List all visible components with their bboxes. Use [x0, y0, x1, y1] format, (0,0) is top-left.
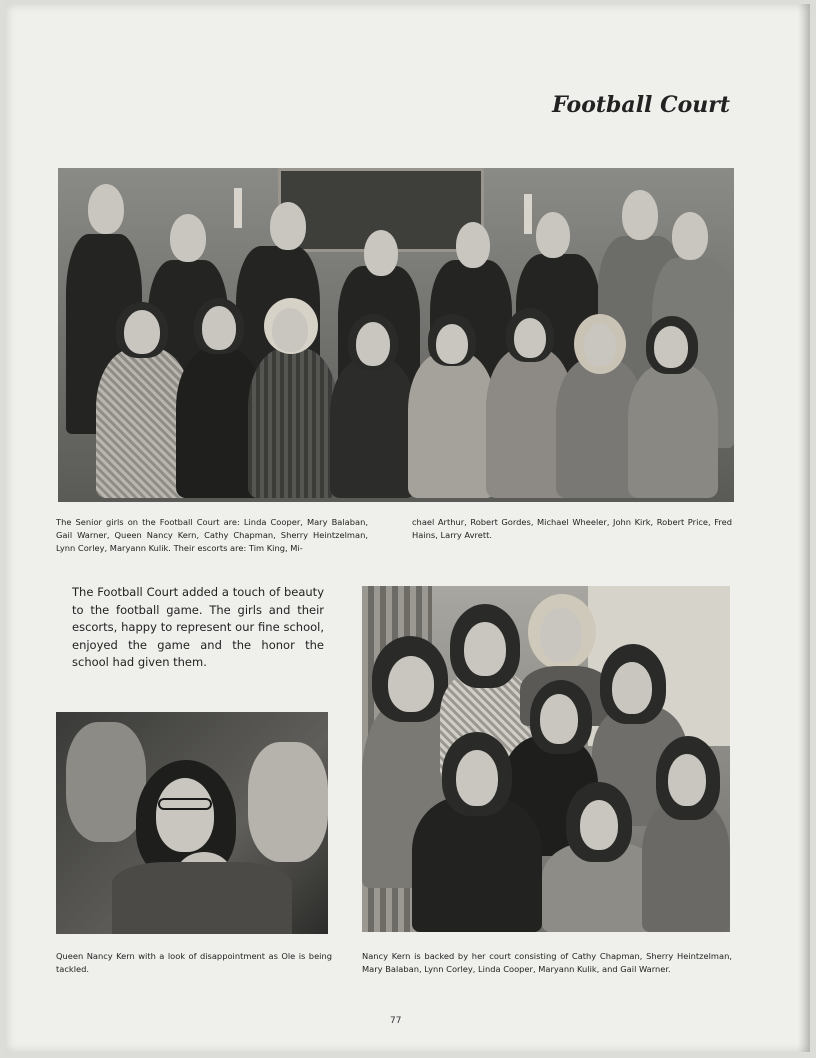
girl-8-dress	[628, 364, 718, 498]
escort-7-head	[622, 190, 658, 240]
girl-8-face	[654, 326, 688, 368]
page-title: Football Court	[552, 92, 730, 118]
escort-1-head	[88, 184, 124, 234]
queen-face	[156, 778, 214, 852]
queen-glasses-icon	[158, 798, 212, 810]
girl-3-face	[272, 308, 308, 352]
lady-1-face	[388, 656, 434, 712]
lady-4-face	[612, 662, 652, 714]
lady-6-face	[456, 750, 498, 806]
toy-figure-right	[248, 742, 328, 862]
girl-4-face	[356, 322, 390, 366]
girl-3-dress	[248, 348, 338, 498]
lady-7-face	[580, 800, 618, 850]
group-photo	[58, 168, 734, 502]
wall-sconce-right	[524, 194, 532, 234]
body-paragraph: The Football Court added a touch of beauty to the football game. The girls and their escorts, happy to represent our fine school, enjoyed the game and the honor the school had given them.	[72, 585, 324, 669]
girl-6-face	[514, 318, 546, 358]
escort-6-head	[536, 212, 570, 258]
lady-3-face	[540, 608, 582, 662]
escort-8-head	[672, 212, 708, 260]
escort-3-head	[270, 202, 306, 250]
lady-5-face	[540, 694, 578, 744]
escort-2-head	[170, 214, 206, 262]
girl-7-face	[584, 324, 616, 366]
court-photo	[362, 586, 730, 932]
toy-figure-left	[66, 722, 146, 842]
wall-sconce-left	[234, 188, 242, 228]
escort-5-head	[456, 222, 490, 268]
girl-4-dress	[330, 358, 416, 498]
court-caption: Nancy Kern is backed by her court consisting of Cathy Chapman, Sherry Heintzelman, Mary Balaban, Lynn Corley, Linda Cooper, Maryann Kulik, and Gail Warner.	[362, 951, 732, 974]
group-caption-left: The Senior girls on the Football Court are: Linda Cooper, Mary Balaban, Gail Warner, Queen Nancy Kern, Cathy Chapman, Sherry Heintzelman, Lynn Corley, Maryann Kulik. Their escorts are: Tim King, Mi-	[56, 517, 368, 553]
queen-coat	[112, 862, 292, 934]
lady-6-body	[412, 796, 542, 932]
group-caption-right: chael Arthur, Robert Gordes, Michael Wheeler, John Kirk, Robert Price, Fred Hains, Larry Avrett.	[412, 517, 732, 540]
lady-2-face	[464, 622, 506, 676]
girl-1-face	[124, 310, 160, 354]
yearbook-page	[6, 4, 810, 1052]
girl-5-face	[436, 324, 468, 364]
queen-photo	[56, 712, 328, 934]
girl-2-face	[202, 306, 236, 350]
lady-8-face	[668, 754, 706, 806]
page-number: 77	[390, 1016, 402, 1026]
escort-4-head	[364, 230, 398, 276]
queen-caption: Queen Nancy Kern with a look of disappointment as Ole is being tackled.	[56, 951, 332, 974]
girl-5-dress	[408, 352, 496, 498]
